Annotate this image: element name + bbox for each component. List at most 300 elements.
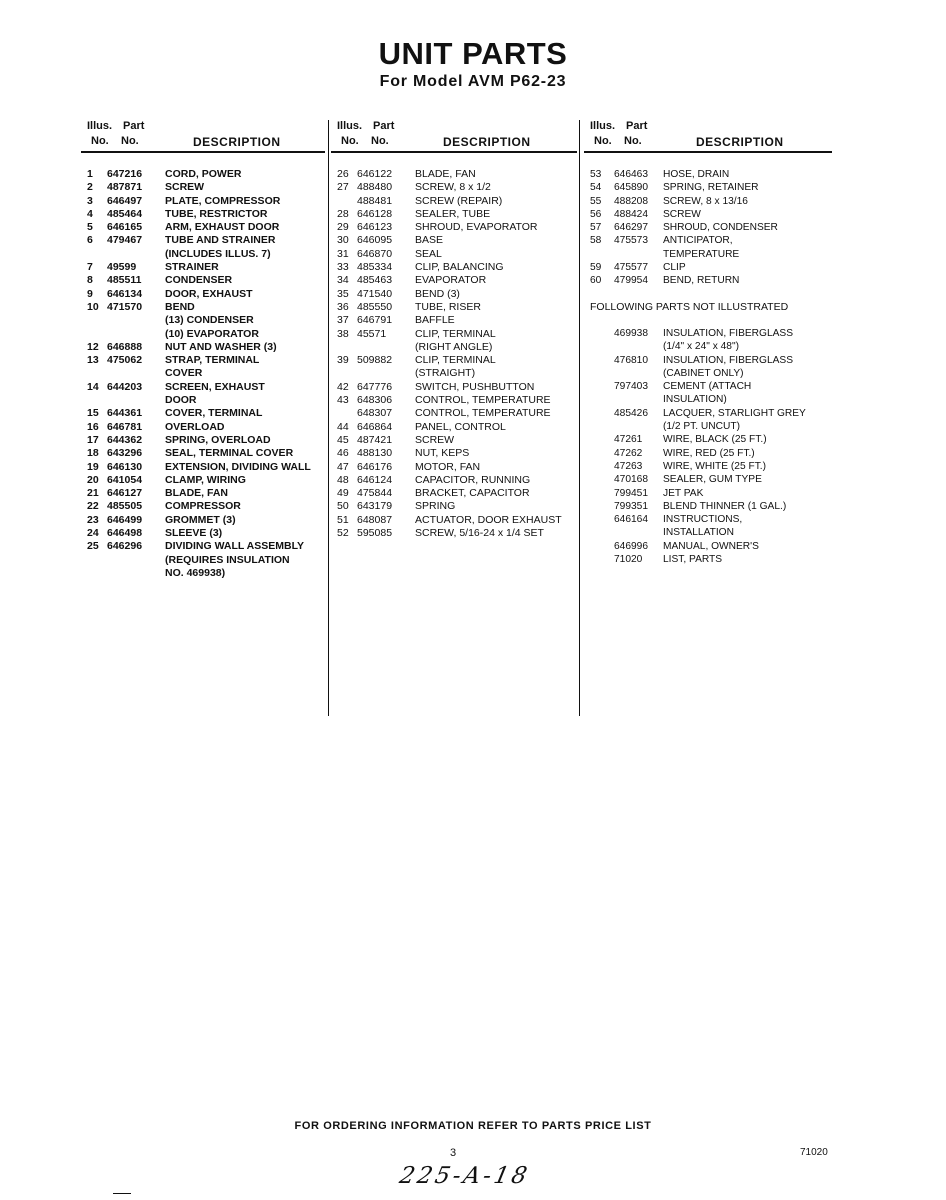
part-number: 645890 bbox=[614, 182, 648, 194]
part-number: 646128 bbox=[357, 207, 393, 220]
part-description: STRAINER bbox=[165, 261, 219, 274]
part-number: 643179 bbox=[357, 500, 393, 513]
part-number bbox=[614, 367, 663, 380]
illus-number bbox=[87, 554, 107, 567]
part-description: SPRING bbox=[415, 500, 456, 513]
part-number: 646498 bbox=[107, 527, 143, 540]
part-row bbox=[87, 168, 323, 181]
part-number: 646122 bbox=[357, 168, 393, 180]
part-number: 646888 bbox=[107, 340, 143, 353]
illus-number: 58 bbox=[590, 235, 602, 247]
part-row bbox=[590, 393, 830, 406]
part-row bbox=[87, 500, 323, 513]
part-description: SEALER, TUBE bbox=[415, 207, 491, 220]
part-row bbox=[337, 381, 575, 394]
part-number: 646463 bbox=[614, 169, 648, 180]
part-number: 476810 bbox=[614, 354, 648, 366]
part-description: ARM, EXHAUST DOOR bbox=[165, 221, 280, 234]
part-description: DOOR, EXHAUST bbox=[165, 287, 253, 300]
part-row bbox=[337, 341, 575, 354]
part-row bbox=[337, 394, 575, 407]
part-description: CAPACITOR, RUNNING bbox=[415, 473, 531, 486]
part-description: BEND (3) bbox=[415, 287, 460, 300]
illus-number: 60 bbox=[590, 275, 602, 287]
part-row bbox=[87, 261, 323, 274]
part-number: 643296 bbox=[107, 447, 143, 460]
illus-number: 56 bbox=[590, 208, 602, 220]
part-row bbox=[87, 407, 323, 420]
part-description: PLATE, COMPRESSOR bbox=[165, 194, 281, 207]
part-row bbox=[337, 354, 575, 367]
page-title: UNIT PARTS bbox=[378, 36, 568, 71]
part-number: 485511 bbox=[107, 274, 142, 287]
header-illus-label: Illus. bbox=[337, 120, 363, 132]
illus-number: 19 bbox=[87, 460, 99, 473]
part-description: TUBE, RESTRICTOR bbox=[165, 207, 268, 220]
parts-column-3 bbox=[590, 120, 830, 566]
part-row bbox=[87, 514, 323, 527]
part-description: SCREEN, EXHAUST bbox=[165, 380, 265, 393]
part-number: 471570 bbox=[107, 300, 143, 313]
illus-number bbox=[590, 248, 614, 261]
part-description: COMPRESSOR bbox=[165, 500, 241, 513]
part-description: CLIP bbox=[663, 262, 686, 274]
part-number bbox=[614, 526, 663, 539]
part-number: 646296 bbox=[107, 540, 143, 553]
part-description: SPRING, RETAINER bbox=[663, 182, 759, 194]
part-row bbox=[590, 168, 830, 181]
illus-number: 27 bbox=[337, 181, 349, 194]
part-number: 71020 bbox=[614, 554, 643, 566]
part-row bbox=[87, 394, 323, 407]
header-illus-label: Illus. bbox=[590, 120, 616, 132]
part-description: MANUAL, OWNER'S bbox=[663, 540, 759, 552]
part-row bbox=[337, 248, 575, 261]
part-description: (13) CONDENSER bbox=[165, 314, 254, 327]
illus-number: 54 bbox=[590, 182, 602, 194]
part-number: 646499 bbox=[107, 513, 143, 526]
illus-number: 57 bbox=[590, 222, 602, 234]
illus-number: 51 bbox=[337, 513, 349, 526]
part-row bbox=[590, 460, 830, 473]
illus-number: 44 bbox=[337, 420, 349, 433]
part-row bbox=[87, 447, 323, 460]
column-header bbox=[87, 120, 323, 153]
part-description: INSULATION, FIBERGLASS bbox=[663, 354, 794, 366]
part-number bbox=[107, 367, 165, 380]
part-number: 646095 bbox=[357, 234, 393, 247]
part-description: EVAPORATOR bbox=[415, 274, 487, 287]
part-number: 47263 bbox=[614, 460, 643, 472]
part-row bbox=[590, 248, 830, 261]
part-row bbox=[337, 474, 575, 487]
part-row bbox=[590, 208, 830, 221]
part-number: 646134 bbox=[107, 287, 143, 300]
part-description: CONDENSER bbox=[165, 274, 233, 287]
part-number: 799451 bbox=[614, 487, 648, 499]
part-description: STRAP, TERMINAL bbox=[165, 354, 260, 367]
part-row bbox=[590, 526, 830, 539]
illus-number: 53 bbox=[590, 169, 602, 180]
part-row bbox=[590, 367, 830, 380]
part-row bbox=[87, 434, 323, 447]
illus-number: 5 bbox=[87, 221, 93, 234]
part-number: 485334 bbox=[357, 261, 393, 274]
part-description: BEND bbox=[165, 300, 195, 313]
part-number: 646297 bbox=[614, 222, 648, 234]
illus-number: 20 bbox=[87, 473, 99, 486]
part-number: 648306 bbox=[357, 394, 393, 407]
header-description-label: DESCRIPTION bbox=[443, 135, 531, 149]
illus-number: 13 bbox=[87, 354, 99, 367]
part-row bbox=[590, 433, 830, 446]
part-row bbox=[590, 473, 830, 486]
header-part-no-label: No. bbox=[624, 135, 642, 147]
part-description: BASE bbox=[415, 234, 444, 247]
illus-number: 35 bbox=[337, 287, 349, 300]
part-row bbox=[337, 407, 575, 420]
part-description: (1/2 PT. UNCUT) bbox=[663, 421, 740, 433]
header-illus-no-label: No. bbox=[594, 135, 612, 147]
handwritten-annotation: 225-A-18 bbox=[397, 1163, 533, 1189]
part-description: (INCLUDES ILLUS. 7) bbox=[165, 247, 271, 260]
part-description: SCREW (REPAIR) bbox=[415, 194, 503, 207]
part-description: NUT AND WASHER (3) bbox=[165, 340, 277, 353]
part-number: 647776 bbox=[357, 380, 393, 393]
illus-number: 21 bbox=[87, 487, 99, 500]
part-row bbox=[87, 208, 323, 221]
part-row bbox=[87, 274, 323, 287]
part-row bbox=[87, 367, 323, 380]
part-description: BEND, RETURN bbox=[663, 275, 740, 287]
part-description: CEMENT (ATTACH bbox=[663, 381, 752, 393]
part-row bbox=[337, 328, 575, 341]
illus-number: 25 bbox=[87, 540, 99, 553]
header-part-no-label: No. bbox=[121, 135, 139, 147]
part-row bbox=[87, 354, 323, 367]
part-description: SWITCH, PUSHBUTTON bbox=[415, 380, 535, 393]
part-row bbox=[87, 487, 323, 500]
header-part-label: Part bbox=[123, 120, 145, 132]
illus-number bbox=[87, 394, 107, 407]
part-number bbox=[107, 248, 165, 261]
part-row bbox=[87, 288, 323, 301]
part-number bbox=[357, 367, 415, 380]
part-description: INSULATION, FIBERGLASS bbox=[663, 327, 794, 339]
part-row bbox=[337, 314, 575, 327]
part-number: 485463 bbox=[357, 274, 393, 287]
part-row bbox=[337, 500, 575, 513]
part-row bbox=[590, 487, 830, 500]
illus-number: 46 bbox=[337, 447, 349, 460]
column-header bbox=[337, 120, 575, 153]
part-number: 487421 bbox=[357, 433, 393, 446]
part-row bbox=[590, 261, 830, 274]
part-number: 509882 bbox=[357, 354, 393, 367]
part-row bbox=[337, 288, 575, 301]
illus-number: 26 bbox=[337, 168, 349, 180]
illus-number: 18 bbox=[87, 447, 99, 460]
part-description: BLADE, FAN bbox=[165, 487, 228, 500]
part-description: PANEL, CONTROL bbox=[415, 420, 506, 433]
part-description: TEMPERATURE bbox=[663, 248, 740, 260]
parts-list bbox=[337, 153, 575, 540]
part-description: SEAL bbox=[415, 247, 442, 260]
part-number bbox=[107, 328, 165, 341]
part-number: 646176 bbox=[357, 460, 393, 473]
part-row bbox=[337, 367, 575, 380]
column-header bbox=[590, 120, 830, 153]
document-code: 71020 bbox=[800, 1147, 828, 1158]
part-description: CLIP, TERMINAL bbox=[415, 327, 496, 340]
illus-number: 6 bbox=[87, 234, 93, 247]
part-description: INSTALLATION bbox=[663, 527, 734, 539]
part-description: LIST, PARTS bbox=[663, 554, 723, 566]
part-number: 644203 bbox=[107, 380, 143, 393]
illus-number: 48 bbox=[337, 473, 349, 486]
part-number: 646165 bbox=[107, 221, 143, 234]
part-number: 47262 bbox=[614, 447, 643, 459]
illus-number: 59 bbox=[590, 262, 602, 274]
part-description: JET PAK bbox=[663, 487, 704, 499]
part-description: SCREW bbox=[663, 208, 701, 220]
illus-number: 2 bbox=[87, 181, 93, 194]
header-part-no-label: No. bbox=[371, 135, 389, 147]
illus-number: 23 bbox=[87, 513, 99, 526]
not-illustrated-note: FOLLOWING PARTS NOT ILLUSTRATED bbox=[590, 300, 789, 313]
part-description: LACQUER, STARLIGHT GREY bbox=[663, 407, 806, 419]
page-number: 3 bbox=[450, 1147, 457, 1159]
part-description: COVER, TERMINAL bbox=[165, 407, 263, 420]
illus-number: 14 bbox=[87, 380, 99, 393]
part-row bbox=[87, 234, 323, 247]
parts-list bbox=[590, 153, 830, 288]
part-row bbox=[87, 461, 323, 474]
part-description: DOOR bbox=[165, 394, 197, 407]
illus-number: 17 bbox=[87, 433, 99, 446]
part-description: CONTROL, TEMPERATURE bbox=[415, 407, 551, 420]
part-description: SCREW, 8 x 13/16 bbox=[663, 195, 748, 207]
part-number: 485426 bbox=[614, 407, 648, 419]
part-row bbox=[337, 274, 575, 287]
part-row bbox=[337, 487, 575, 500]
illus-number: 31 bbox=[337, 247, 349, 260]
header-illus-no-label: No. bbox=[341, 135, 359, 147]
part-row bbox=[87, 474, 323, 487]
part-description: SCREW bbox=[165, 181, 205, 194]
part-description: SEAL, TERMINAL COVER bbox=[165, 447, 294, 460]
part-number: 488481 bbox=[357, 194, 393, 207]
illus-number: 36 bbox=[337, 300, 349, 313]
part-number: 646996 bbox=[614, 540, 648, 552]
part-row bbox=[590, 553, 830, 566]
illus-number: 28 bbox=[337, 207, 349, 220]
part-description: CLIP, BALANCING bbox=[415, 261, 504, 274]
part-number: 471540 bbox=[357, 287, 393, 300]
part-row bbox=[590, 420, 830, 433]
ordering-note: FOR ORDERING INFORMATION REFER TO PARTS PRICE LIST bbox=[294, 1120, 652, 1132]
illus-number bbox=[337, 195, 357, 208]
part-row bbox=[337, 261, 575, 274]
part-number: 47261 bbox=[614, 434, 643, 446]
illus-number: 47 bbox=[337, 460, 349, 473]
part-description: EXTENSION, DIVIDING WALL bbox=[165, 460, 311, 473]
part-number: 648307 bbox=[357, 407, 393, 420]
part-number bbox=[107, 567, 165, 580]
illus-number: 29 bbox=[337, 221, 349, 234]
part-description: COVER bbox=[165, 367, 203, 380]
column-divider bbox=[328, 120, 329, 716]
illus-number: 52 bbox=[337, 527, 349, 540]
part-row bbox=[337, 514, 575, 527]
part-description: INSULATION) bbox=[663, 394, 727, 406]
illus-number: 37 bbox=[337, 314, 349, 327]
part-number: 646781 bbox=[107, 420, 143, 433]
part-number bbox=[107, 554, 165, 567]
illus-number bbox=[87, 567, 107, 580]
part-number: 485464 bbox=[107, 207, 143, 220]
part-row bbox=[87, 314, 323, 327]
part-row bbox=[87, 221, 323, 234]
part-number: 488208 bbox=[614, 195, 648, 207]
illus-number: 30 bbox=[337, 234, 349, 247]
part-description: SCREW bbox=[415, 433, 455, 446]
illus-number: 38 bbox=[337, 327, 349, 340]
part-number: 646497 bbox=[107, 194, 143, 207]
part-number: 646791 bbox=[357, 314, 393, 327]
part-number: 485505 bbox=[107, 500, 143, 513]
part-number bbox=[614, 393, 663, 406]
part-row bbox=[337, 234, 575, 247]
part-number bbox=[107, 394, 165, 407]
model-subtitle: For Model AVM P62-23 bbox=[379, 73, 567, 90]
part-number bbox=[614, 340, 663, 353]
part-description: HOSE, DRAIN bbox=[663, 169, 730, 180]
part-row bbox=[590, 513, 830, 526]
part-number: 475844 bbox=[357, 487, 393, 500]
illus-number: 8 bbox=[87, 274, 93, 287]
part-description: (1/4" x 24" x 48") bbox=[663, 341, 739, 353]
part-description: TUBE AND STRAINER bbox=[165, 234, 276, 247]
part-description: SPRING, OVERLOAD bbox=[165, 433, 271, 446]
part-number: 644362 bbox=[107, 433, 143, 446]
part-description: BLEND THINNER (1 GAL.) bbox=[663, 500, 787, 512]
illus-number: 9 bbox=[87, 287, 93, 300]
part-row bbox=[337, 461, 575, 474]
part-row bbox=[87, 301, 323, 314]
column-divider bbox=[579, 120, 580, 716]
part-number: 469938 bbox=[614, 327, 648, 339]
part-description: (REQUIRES INSULATION bbox=[165, 553, 290, 566]
part-description: MOTOR, FAN bbox=[415, 460, 481, 473]
part-description: NUT, KEPS bbox=[415, 447, 470, 460]
part-row bbox=[87, 341, 323, 354]
part-description: SHROUD, CONDENSER bbox=[663, 222, 778, 234]
illus-number: 39 bbox=[337, 354, 349, 367]
parts-column-2 bbox=[337, 120, 575, 540]
part-number: 595085 bbox=[357, 527, 393, 540]
part-row bbox=[590, 327, 830, 340]
part-description: WIRE, BLACK (25 FT.) bbox=[663, 434, 767, 446]
part-row bbox=[87, 421, 323, 434]
part-number: 641054 bbox=[107, 473, 143, 486]
part-number: 475062 bbox=[107, 354, 143, 367]
illus-number bbox=[87, 328, 107, 341]
part-row bbox=[87, 381, 323, 394]
header-rule bbox=[584, 151, 832, 153]
part-number: 45571 bbox=[357, 327, 387, 340]
header-description-label: DESCRIPTION bbox=[696, 135, 784, 149]
illus-number bbox=[87, 314, 107, 327]
illus-number bbox=[337, 367, 357, 380]
part-number: 487871 bbox=[107, 181, 143, 194]
part-description: NO. 469938) bbox=[165, 566, 226, 579]
part-description: INSTRUCTIONS, bbox=[663, 514, 743, 526]
header-illus-no-label: No. bbox=[91, 135, 109, 147]
part-row bbox=[87, 540, 323, 553]
part-description: SEALER, GUM TYPE bbox=[663, 474, 762, 486]
illus-number: 7 bbox=[87, 261, 93, 274]
part-row bbox=[337, 527, 575, 540]
part-row bbox=[590, 181, 830, 194]
header-illus-label: Illus. bbox=[87, 120, 113, 132]
part-number: 646127 bbox=[107, 487, 143, 500]
corner-mark bbox=[113, 1193, 131, 1194]
part-number: 488130 bbox=[357, 447, 393, 460]
part-number: 646864 bbox=[357, 420, 393, 433]
part-row bbox=[337, 168, 575, 181]
parts-list bbox=[87, 153, 323, 580]
part-row bbox=[337, 195, 575, 208]
part-number: 647216 bbox=[107, 168, 143, 180]
part-number: 646870 bbox=[357, 247, 393, 260]
part-number: 488480 bbox=[357, 181, 393, 194]
part-row bbox=[87, 567, 323, 580]
part-number: 49599 bbox=[107, 261, 137, 274]
header-rule bbox=[81, 151, 325, 153]
part-row bbox=[590, 221, 830, 234]
header-description-label: DESCRIPTION bbox=[193, 135, 281, 149]
part-description: ACTUATOR, DOOR EXHAUST bbox=[415, 513, 562, 526]
illus-number bbox=[337, 341, 357, 354]
illus-number: 49 bbox=[337, 487, 349, 500]
illus-number: 4 bbox=[87, 207, 93, 220]
part-number: 475573 bbox=[614, 235, 648, 247]
part-row bbox=[337, 181, 575, 194]
part-description: WIRE, RED (25 FT.) bbox=[663, 447, 755, 459]
part-number: 470168 bbox=[614, 474, 648, 486]
part-description: BAFFLE bbox=[415, 314, 455, 327]
part-row bbox=[337, 421, 575, 434]
illus-number bbox=[87, 367, 107, 380]
illus-number: 42 bbox=[337, 380, 349, 393]
part-description: SHROUD, EVAPORATOR bbox=[415, 221, 538, 234]
part-row bbox=[87, 527, 323, 540]
part-description: SCREW, 5/16-24 x 1/4 SET bbox=[415, 527, 544, 540]
part-description: (CABINET ONLY) bbox=[663, 367, 744, 379]
part-row bbox=[337, 447, 575, 460]
part-description: CONTROL, TEMPERATURE bbox=[415, 394, 551, 407]
illus-number: 16 bbox=[87, 420, 99, 433]
part-description: SLEEVE (3) bbox=[165, 527, 223, 540]
illus-number: 33 bbox=[337, 261, 349, 274]
illus-number: 22 bbox=[87, 500, 99, 513]
part-row bbox=[590, 234, 830, 247]
illus-number: 3 bbox=[87, 194, 93, 207]
part-description: CLIP, TERMINAL bbox=[415, 354, 496, 367]
part-row bbox=[337, 208, 575, 221]
illus-number: 1 bbox=[87, 168, 93, 180]
